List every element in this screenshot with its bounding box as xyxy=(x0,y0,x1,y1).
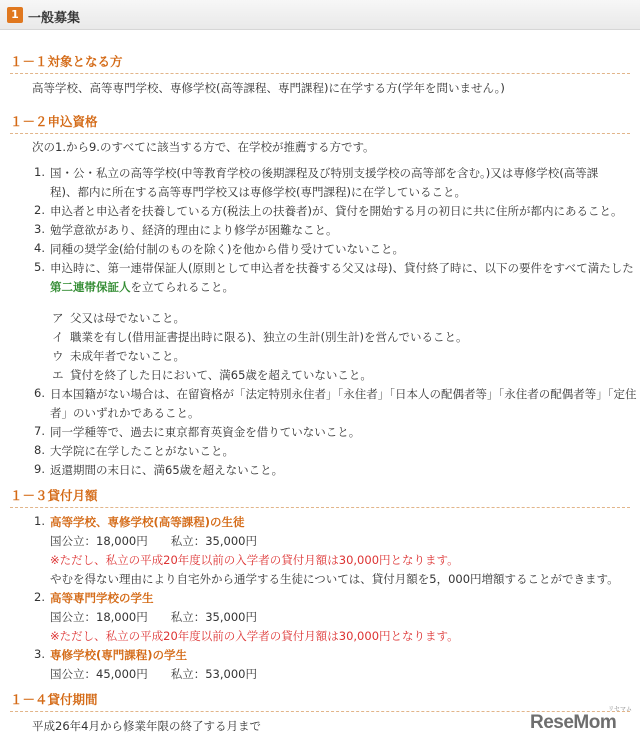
section-heading-eligibility: １－２申込資格 xyxy=(10,112,630,134)
section-heading-monthly-amount: １－３貸付月額 xyxy=(10,486,630,508)
sub-item: 貸付を終了した日において、満65歳を超えていないこと。 xyxy=(70,368,372,382)
sub-item-key: ウ xyxy=(52,349,64,363)
list-item: 申込時に、第一連帯保証人(原則として申込者を扶養する父又は母)、貸付終了時に、以下の要件をすべて満たした xyxy=(50,261,634,275)
amount-category-heading: 専修学校(専門課程)の学生 xyxy=(50,648,188,662)
list-item: 国・公・私立の高等学校(中等教育学校の後期課程及び特別支援学校の高等部を含む。)又は専修学校(高等課 xyxy=(50,166,599,180)
section-heading-target: １－１対象となる方 xyxy=(10,52,630,74)
amount-category-heading: 高等学校、専修学校(高等課程)の生徒 xyxy=(50,515,245,529)
section-heading-loan-period: １－４貸付期間 xyxy=(10,690,630,712)
list-number: 5. xyxy=(34,260,45,274)
list-number: 3. xyxy=(34,647,45,661)
target-text: 高等学校、高等専門学校、専修学校(高等課程、専門課程)に在学する方(学年を問いません。) xyxy=(32,81,505,95)
list-item-continued: 程)、都内に所在する高等専門学校又は専修学校(専門課程)に在学していること。 xyxy=(50,185,466,199)
list-item: 申込者と申込者を扶養している方(税法上の扶養者)が、貸付を開始する月の初日に共に住所が都内にあること。 xyxy=(50,204,623,218)
sub-item-key: ア xyxy=(52,311,64,325)
sub-item: 職業を有し(借用証書提出時に限る)、独立の生計(別生計)を営んでいること。 xyxy=(70,330,468,344)
sub-item-key: エ xyxy=(52,368,64,382)
list-number: 1. xyxy=(34,514,45,528)
sub-item: 未成年者でないこと。 xyxy=(70,349,185,363)
list-item: 同一学種等で、過去に東京都育英資金を借りていないこと。 xyxy=(50,425,361,439)
page-title: 一般募集 xyxy=(28,11,81,26)
list-item-continued: 者」のいずれかであること。 xyxy=(50,406,200,420)
section-header-bar xyxy=(0,0,640,30)
list-number: 2. xyxy=(34,590,45,604)
list-number: 4. xyxy=(34,241,45,255)
list-item: 同種の奨学金(給付制のものを除く)を他から借り受けていないこと。 xyxy=(50,242,404,256)
list-item-tail: を立てられること。 xyxy=(130,280,234,294)
list-item: 日本国籍がない場合は、在留資格が「法定特別永住者」「永住者」「日本人の配偶者等」「永住者の配偶者等」「定住 xyxy=(50,387,637,401)
list-number: 2. xyxy=(34,203,45,217)
amount-note-extra: やむを得ない理由により自宅外から通学する生徒については、貸付月額を5，000円増額することができます。 xyxy=(50,572,619,586)
amount-note: ※ただし、私立の平成20年度以前の入学者の貸付月額は30,000円となります。 xyxy=(50,553,459,567)
list-item: 勉学意欲があり、経済的理由により修学が困難なこと。 xyxy=(50,223,338,237)
list-item: 返還期間の末日に、満65歳を超えないこと。 xyxy=(50,463,284,477)
second-guarantor-term: 第二連帯保証人 xyxy=(50,280,131,294)
list-number: 7. xyxy=(34,424,45,438)
list-number: 3. xyxy=(34,222,45,236)
sub-item-key: イ xyxy=(52,330,64,344)
sub-item: 父又は母でないこと。 xyxy=(70,311,185,325)
amount-category-heading: 高等専門学校の学生 xyxy=(50,591,154,605)
list-number: 1. xyxy=(34,165,45,179)
amount-values: 国公立：45,000円 私立：53,000円 xyxy=(50,667,257,681)
resemom-logo: ReseMom xyxy=(530,712,617,733)
eligibility-intro: 次の1.から9.のすべてに該当する方で、在学校が推薦する方です。 xyxy=(32,140,375,154)
list-number: 6. xyxy=(34,386,45,400)
list-number: 9. xyxy=(34,462,45,476)
list-number: 8. xyxy=(34,443,45,457)
list-item: 大学院に在学したことがないこと。 xyxy=(50,444,234,458)
list-item-continued xyxy=(50,279,234,295)
amount-values: 国公立：18,000円 私立：35,000円 xyxy=(50,534,257,548)
section-number-badge: 1 xyxy=(7,7,23,23)
logo-subtext: リセマム xyxy=(608,706,632,713)
amount-note: ※ただし、私立の平成20年度以前の入学者の貸付月額は30,000円となります。 xyxy=(50,629,459,643)
loan-period-text: 平成26年4月から修業年限の終了する月まで xyxy=(32,719,261,733)
amount-values: 国公立：18,000円 私立：35,000円 xyxy=(50,610,257,624)
